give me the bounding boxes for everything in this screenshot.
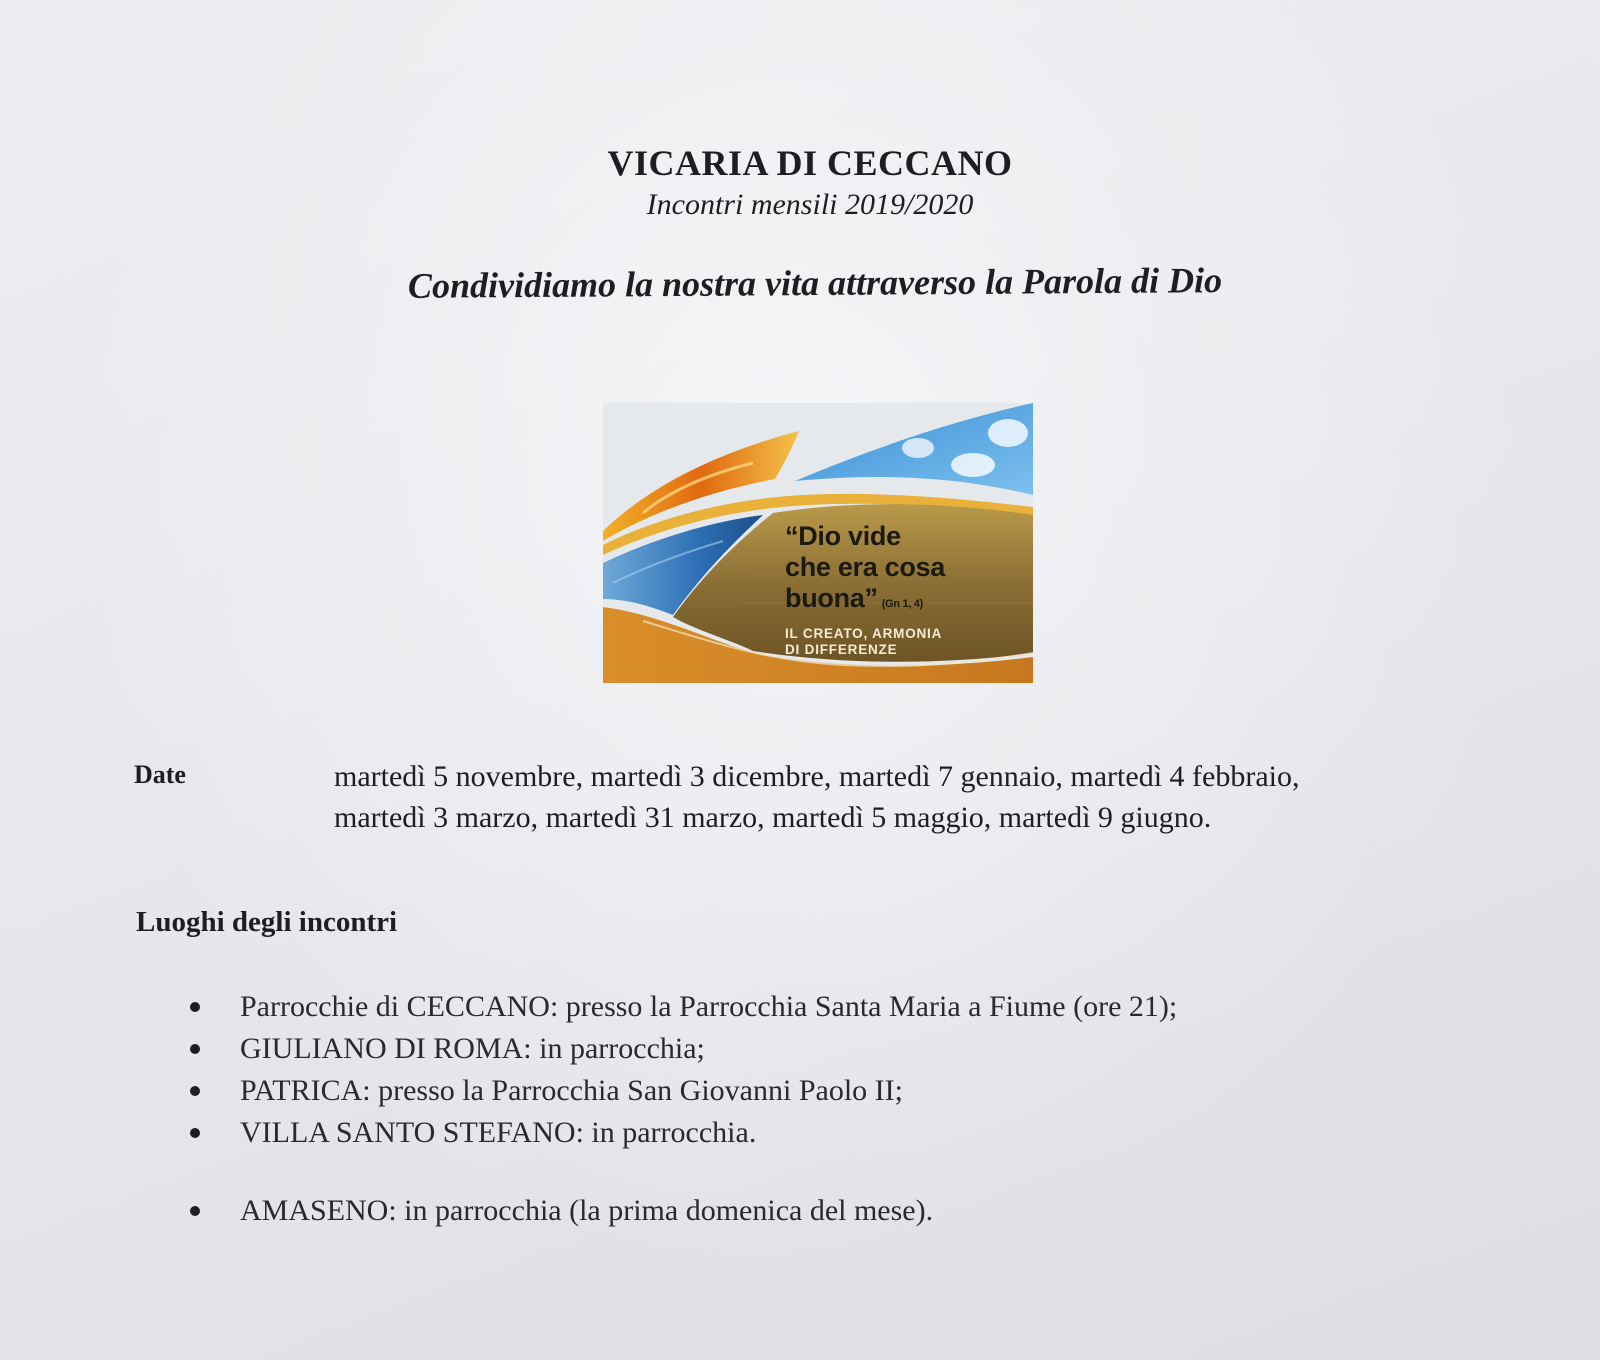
document-subtitle: Incontri mensili 2019/2020 (646, 188, 974, 221)
bullet-icon (190, 1002, 200, 1012)
bullet-icon (190, 1086, 200, 1096)
logo-quote-line: che era cosa (785, 552, 946, 582)
dates-line: martedì 3 marzo, martedì 31 marzo, martedì 5 maggio, martedì 9 giugno. (334, 801, 1212, 834)
list-item (190, 1028, 1390, 1070)
document-motto: Condividiamo la nostra vita attraverso la Parola di Dio (407, 260, 1223, 306)
list-item (190, 1070, 1390, 1112)
dates-label: Date (134, 760, 186, 789)
logo-quote-line (785, 583, 945, 620)
places-list (190, 986, 1390, 1232)
logo-caption (785, 626, 945, 658)
logo-quote (785, 521, 945, 620)
logo-caption-line: DI DIFFERENZE (785, 642, 898, 657)
place-text: GIULIANO DI ROMA: in parrocchia; (240, 1032, 705, 1065)
document-title: VICARIA DI CECCANO (607, 143, 1013, 183)
dates-text (334, 756, 1514, 838)
places-heading: Luoghi degli incontri (136, 906, 398, 938)
logo-reference: (Gn 1, 4) (881, 598, 923, 610)
list-item (190, 986, 1390, 1028)
place-text: VILLA SANTO STEFANO: in parrocchia. (240, 1116, 757, 1149)
place-text: AMASENO: in parrocchia (la prima domenica del mese). (240, 1194, 934, 1227)
logo-quote-line: “Dio vide (785, 521, 901, 551)
place-text: PATRICA: presso la Parrocchia San Giovanni Paolo II; (240, 1074, 903, 1107)
logo-quote-line-text: buona” (785, 583, 878, 613)
list-item (190, 1112, 1390, 1154)
list-item (190, 1190, 1390, 1232)
place-text: Parrocchie di CECCANO: presso la Parrocchia Santa Maria a Fiume (ore 21); (240, 990, 1178, 1023)
bullet-icon (190, 1044, 200, 1054)
logo-text (785, 521, 945, 658)
event-logo (603, 403, 1033, 683)
bullet-icon (190, 1128, 200, 1138)
dates-line: martedì 5 novembre, martedì 3 dicembre, martedì 7 gennaio, martedì 4 febbraio, (334, 760, 1300, 793)
bullet-icon (190, 1206, 200, 1216)
logo-caption-line: IL CREATO, ARMONIA (785, 626, 943, 641)
